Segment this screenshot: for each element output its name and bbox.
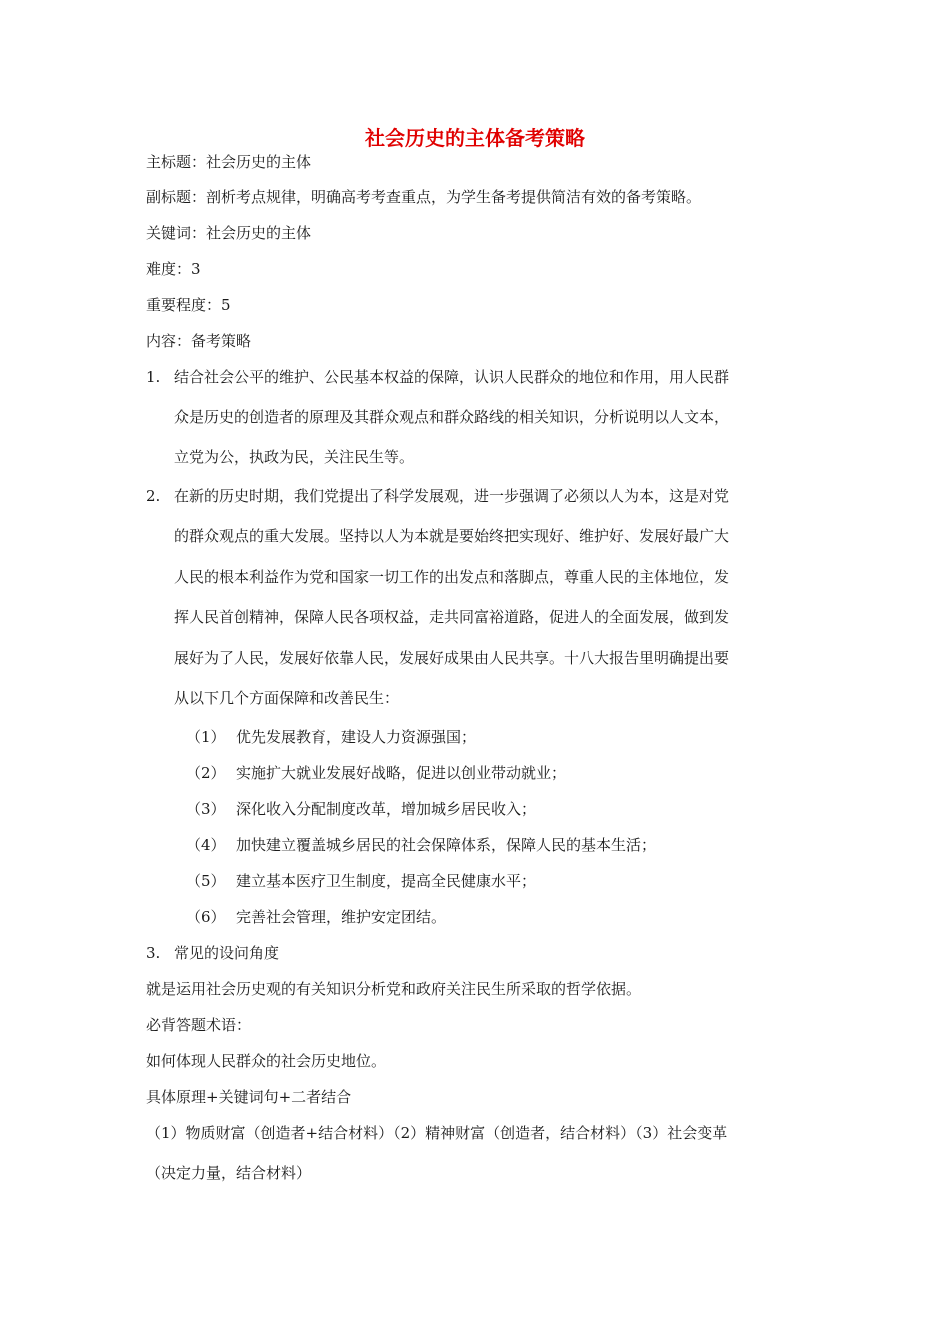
paragraph-line: 就是运用社会历史观的有关知识分析党和政府关注民生所采取的哲学依据。	[146, 980, 642, 998]
keywords-line: 关键词：社会历史的主体	[146, 224, 312, 242]
item-text-line: 展好为了人民，发展好依靠人民，发展好成果由人民共享。十八大报告里明确提出要	[174, 649, 730, 667]
item-text-line: 人民的根本利益作为党和国家一切工作的出发点和落脚点，尊重人民的主体地位，发	[174, 568, 730, 586]
main-title-line: 主标题：社会历史的主体	[146, 153, 312, 171]
subitem-number: （5）	[186, 872, 226, 890]
item-text-line: 从以下几个方面保障和改善民生：	[174, 689, 400, 707]
paragraph-line: 如何体现人民群众的社会历史地位。	[146, 1052, 387, 1070]
subitem-text: 优先发展教育，建设人力资源强国；	[236, 728, 477, 746]
item-text-line: 众是历史的创造者的原理及其群众观点和群众路线的相关知识，分析说明以人文本，	[174, 408, 730, 426]
subitem-number: （1）	[186, 728, 226, 746]
item-number: 3.	[146, 944, 161, 962]
item-text-line: 结合社会公平的维护、公民基本权益的保障，认识人民群众的地位和作用，用人民群	[174, 368, 730, 386]
document-title: 社会历史的主体备考策略	[365, 126, 585, 150]
item-text-line: 立党为公，执政为民，关注民生等。	[174, 448, 415, 466]
paragraph-line: （1）物质财富（创造者+结合材料）（2）精神财富（创造者，结合材料）（3）社会变革	[146, 1124, 728, 1142]
item-number: 1.	[146, 368, 161, 386]
difficulty-line: 难度：3	[146, 260, 201, 278]
subitem-text: 深化收入分配制度改革，增加城乡居民收入；	[236, 800, 537, 818]
subitem-number: （6）	[186, 908, 226, 926]
paragraph-line: （决定力量，结合材料）	[146, 1164, 312, 1182]
paragraph-line: 具体原理+关键词句+二者结合	[146, 1088, 352, 1106]
subtitle-line: 副标题：剖析考点规律，明确高考考查重点，为学生备考提供简洁有效的备考策略。	[146, 188, 702, 206]
subitem-text: 加快建立覆盖城乡居民的社会保障体系，保障人民的基本生活；	[236, 836, 657, 854]
subitem-number: （3）	[186, 800, 226, 818]
subitem-number: （2）	[186, 764, 226, 782]
subitem-text: 建立基本医疗卫生制度，提高全民健康水平；	[236, 872, 537, 890]
item-number: 2.	[146, 487, 161, 505]
subitem-text: 实施扩大就业发展好战略，促进以创业带动就业；	[236, 764, 567, 782]
subitem-text: 完善社会管理，维护安定团结。	[236, 908, 447, 926]
item-text-line: 在新的历史时期，我们党提出了科学发展观，进一步强调了必须以人为本，这是对党	[174, 487, 730, 505]
importance-line: 重要程度：5	[146, 296, 231, 314]
item-text-line: 挥人民首创精神，保障人民各项权益，走共同富裕道路，促进人的全面发展，做到发	[174, 608, 730, 626]
item-text-line: 的群众观点的重大发展。坚持以人为本就是要始终把实现好、维护好、发展好最广大	[174, 527, 730, 545]
paragraph-line: 必背答题术语：	[146, 1016, 252, 1034]
subitem-number: （4）	[186, 836, 226, 854]
item-text-line: 常见的设问角度	[174, 944, 280, 962]
content-line: 内容：备考策略	[146, 332, 252, 350]
